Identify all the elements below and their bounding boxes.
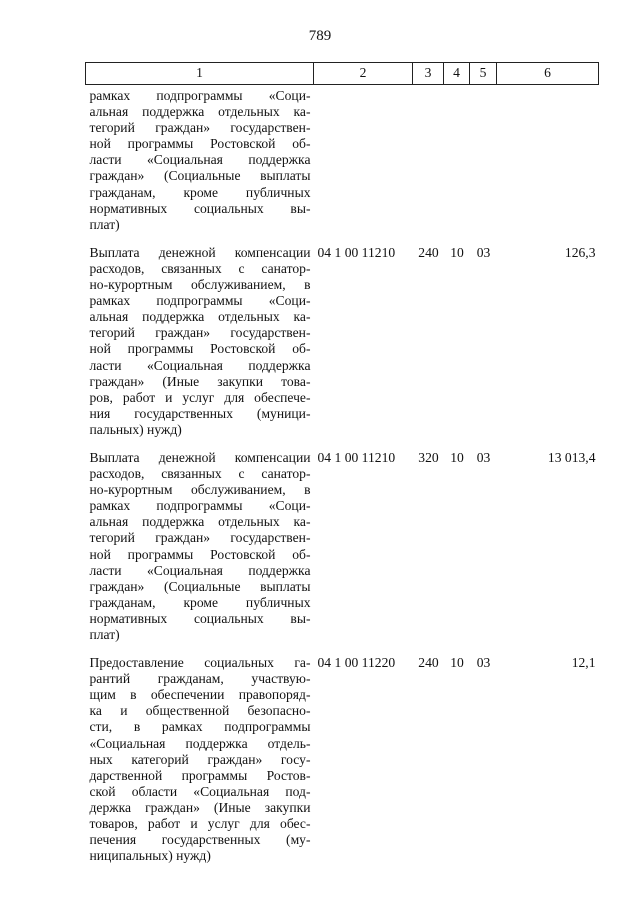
description-line: альная поддержка отдельных ка- [89,309,311,325]
description-line: ных категорий граждан» госу- [89,751,311,767]
description-line: расходов, связанных с санатор- [89,466,311,482]
description-line: Выплата денежной компенсации [89,244,311,260]
description-line: печения государственных (му- [89,832,311,848]
subsection-code [470,85,497,239]
column-header-2: 2 [314,63,413,85]
description-line: но-курортным обслуживанием, в [89,277,311,293]
table-header-row [86,63,599,85]
description-line: пальных) нужд) [89,421,182,437]
section-code: 10 [450,449,464,465]
description-line: плат) [89,216,120,232]
row-description [86,85,314,239]
page-number: 789 [308,28,332,44]
description-line: ной программы Ростовской об- [89,136,311,152]
description-line: плат) [89,627,120,642]
column-header-6: 6 [497,63,599,85]
description-line: тегорий граждан» государствен- [89,120,311,136]
amount-value [497,85,599,239]
amount-value: 12,1 [571,655,596,671]
column-header-3: 3 [413,63,444,85]
subsection-code: 03 [476,449,491,465]
description-line: альная поддержка отдельных ка- [89,514,311,530]
description-line: ласти «Социальная поддержка [89,152,311,168]
expense-type: 240 [418,655,439,671]
description-line: тегорий граждан» государствен- [89,325,311,341]
target-code: 04 1 00 11210 [317,449,396,465]
section-code: 10 [450,244,464,260]
description-line: ниципальных) нужд) [89,848,211,864]
description-line: рантий гражданам, участвую- [89,671,311,687]
budget-table [85,62,599,870]
description-line: Предоставление социальных га- [89,655,311,671]
column-header-1: 1 [86,63,314,85]
description-line: граждан» (Социальные выплаты [89,578,311,594]
description-line: щим в обеспечении правопоряд- [89,687,311,703]
table-row [86,649,599,870]
row-description [86,649,314,870]
description-line: ной программы Ростовской об- [89,341,311,357]
description-line: гражданам, кроме публичных [89,184,311,200]
subsection-code: 03 [476,655,491,671]
column-header-4: 4 [444,63,470,85]
target-code [314,85,413,239]
target-code: 04 1 00 11210 [317,244,396,260]
description-line: но-курортным обслуживанием, в [89,482,311,498]
table-row [86,239,599,444]
row-description [86,444,314,649]
description-line: рамках подпрограммы «Соци- [89,498,311,514]
description-line: держка граждан» (Иные закупки [89,799,311,815]
description-line: граждан» (Социальные выплаты [89,168,311,184]
description-line: ласти «Социальная поддержка [89,562,311,578]
section-code [444,85,470,239]
expense-type: 320 [418,449,439,465]
description-line: альная поддержка отдельных ка- [89,104,311,120]
row-description [86,239,314,444]
description-line: дарственной программы Ростов- [89,767,311,783]
amount-value: 13 013,4 [547,449,596,465]
column-header-5: 5 [470,63,497,85]
table-row [86,85,599,239]
description-line: «Социальная поддержка отдель- [89,735,311,751]
amount-value: 126,3 [564,244,596,260]
description-line: ской области «Социальная под- [89,783,311,799]
target-code: 04 1 00 11220 [317,655,396,671]
description-line: ка и общественной безопасно- [89,703,311,719]
expense-type: 240 [418,244,439,260]
description-line: сти, в рамках подпрограммы [89,719,311,735]
description-line: граждан» (Иные закупки това- [89,373,311,389]
subsection-code: 03 [476,244,491,260]
expense-type [413,85,444,239]
description-line: товаров, работ и услуг для обес- [89,816,311,832]
table-body [86,85,599,871]
description-line: нормативных социальных вы- [89,610,311,626]
description-line: расходов, связанных с санатор- [89,260,311,276]
description-line: ров, работ и услуг для обеспече- [89,389,311,405]
description-line: рамках подпрограммы «Соци- [89,293,311,309]
description-line: нормативных социальных вы- [89,200,311,216]
description-line: Выплата денежной компенсации [89,449,311,465]
description-line: ния государственных (муници- [89,405,311,421]
section-code: 10 [450,655,464,671]
description-line: ласти «Социальная поддержка [89,357,311,373]
description-line: тегорий граждан» государствен- [89,530,311,546]
description-line: ной программы Ростовской об- [89,546,311,562]
description-line: рамках подпрограммы «Соци- [89,88,311,103]
description-line: гражданам, кроме публичных [89,594,311,610]
table-row [86,444,599,649]
